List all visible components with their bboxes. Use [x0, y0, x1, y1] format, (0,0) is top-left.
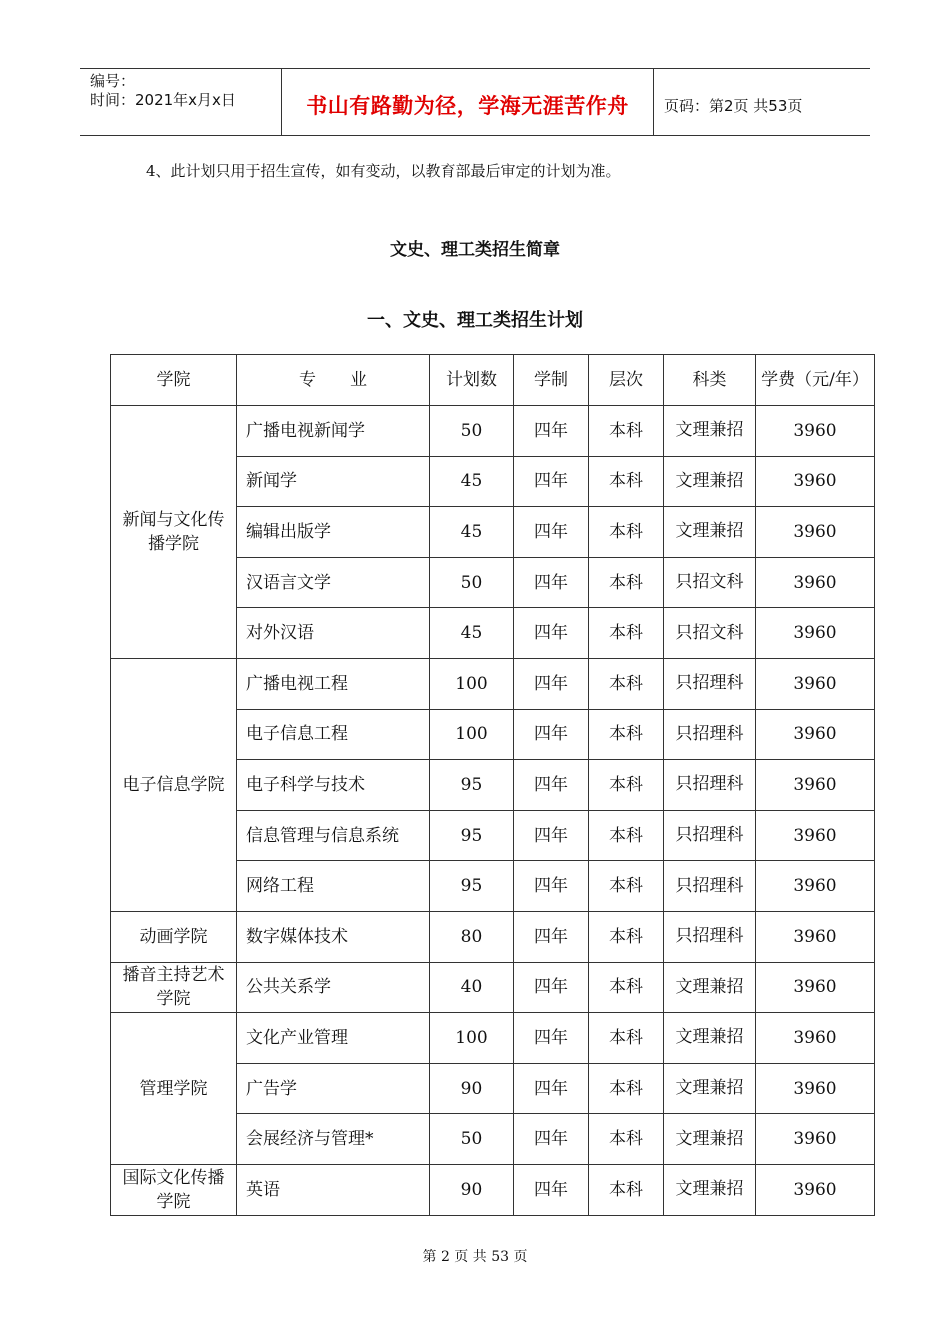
- major-cell: 新闻学: [237, 456, 430, 507]
- category-cell: 文理兼招: [664, 962, 756, 1013]
- years-cell: 四年: [514, 608, 589, 659]
- major-cell: 编辑出版学: [237, 507, 430, 558]
- category-cell: 只招理科: [664, 760, 756, 811]
- plan-cell: 100: [430, 658, 514, 709]
- college-cell: 动画学院: [111, 911, 237, 962]
- header-meta: [80, 69, 282, 135]
- fee-cell: 3960: [756, 911, 875, 962]
- major-cell: 广播电视工程: [237, 658, 430, 709]
- level-cell: 本科: [589, 810, 664, 861]
- fee-cell: 3960: [756, 507, 875, 558]
- table-header-row: [111, 355, 875, 406]
- fee-cell: 3960: [756, 709, 875, 760]
- header-level: 层次: [589, 355, 664, 406]
- category-cell: 文理兼招: [664, 1063, 756, 1114]
- years-cell: 四年: [514, 1063, 589, 1114]
- major-cell: 广告学: [237, 1063, 430, 1114]
- category-cell: 只招文科: [664, 557, 756, 608]
- years-cell: 四年: [514, 810, 589, 861]
- years-cell: 四年: [514, 406, 589, 457]
- years-cell: 四年: [514, 1013, 589, 1064]
- years-cell: 四年: [514, 861, 589, 912]
- table-row: [111, 658, 875, 709]
- level-cell: 本科: [589, 1114, 664, 1165]
- plan-cell: 90: [430, 1164, 514, 1215]
- plan-cell: 45: [430, 507, 514, 558]
- category-cell: 只招理科: [664, 658, 756, 709]
- college-cell: 电子信息学院: [111, 658, 237, 911]
- table-row: [111, 1164, 875, 1215]
- major-cell: 电子科学与技术: [237, 760, 430, 811]
- years-cell: 四年: [514, 709, 589, 760]
- level-cell: 本科: [589, 608, 664, 659]
- fee-cell: 3960: [756, 658, 875, 709]
- fee-cell: 3960: [756, 810, 875, 861]
- years-cell: 四年: [514, 760, 589, 811]
- level-cell: 本科: [589, 1013, 664, 1064]
- years-cell: 四年: [514, 911, 589, 962]
- table-row: [111, 962, 875, 1013]
- header-major: 专 业: [237, 355, 430, 406]
- category-cell: 只招理科: [664, 861, 756, 912]
- plan-cell: 50: [430, 406, 514, 457]
- fee-cell: 3960: [756, 861, 875, 912]
- level-cell: 本科: [589, 406, 664, 457]
- level-cell: 本科: [589, 911, 664, 962]
- document-title: 文史、理工类招生简章: [390, 240, 560, 260]
- level-cell: 本科: [589, 962, 664, 1013]
- major-cell: 广播电视新闻学: [237, 406, 430, 457]
- plan-cell: 95: [430, 810, 514, 861]
- major-cell: 汉语言文学: [237, 557, 430, 608]
- college-cell: 国际文化传播学院: [111, 1164, 237, 1215]
- plan-cell: 100: [430, 709, 514, 760]
- years-cell: 四年: [514, 456, 589, 507]
- section-title: 一、文史、理工类招生计划: [367, 310, 583, 331]
- fee-cell: 3960: [756, 608, 875, 659]
- header-years: 学制: [514, 355, 589, 406]
- fee-cell: 3960: [756, 557, 875, 608]
- major-cell: 会展经济与管理*: [237, 1114, 430, 1165]
- major-cell: 电子信息工程: [237, 709, 430, 760]
- years-cell: 四年: [514, 1114, 589, 1165]
- header-time-label: 时间：2021年x月x日: [90, 91, 236, 109]
- fee-cell: 3960: [756, 406, 875, 457]
- fee-cell: 3960: [756, 456, 875, 507]
- plan-cell: 90: [430, 1063, 514, 1114]
- level-cell: 本科: [589, 507, 664, 558]
- major-cell: 英语: [237, 1164, 430, 1215]
- fee-cell: 3960: [756, 962, 875, 1013]
- level-cell: 本科: [589, 861, 664, 912]
- fee-cell: 3960: [756, 1164, 875, 1215]
- level-cell: 本科: [589, 658, 664, 709]
- plan-cell: 95: [430, 861, 514, 912]
- plan-cell: 50: [430, 1114, 514, 1165]
- category-cell: 只招理科: [664, 911, 756, 962]
- fee-cell: 3960: [756, 1063, 875, 1114]
- level-cell: 本科: [589, 1164, 664, 1215]
- fee-cell: 3960: [756, 1114, 875, 1165]
- major-cell: 网络工程: [237, 861, 430, 912]
- table-row: [111, 1013, 875, 1064]
- category-cell: 文理兼招: [664, 456, 756, 507]
- header-motto: 书山有路勤为径，学海无涯苦作舟: [282, 69, 654, 135]
- major-cell: 数字媒体技术: [237, 911, 430, 962]
- fee-cell: 3960: [756, 1013, 875, 1064]
- major-cell: 对外汉语: [237, 608, 430, 659]
- major-cell: 公共关系学: [237, 962, 430, 1013]
- header-fee: 学费（元/年）: [756, 355, 875, 406]
- header-plan: 计划数: [430, 355, 514, 406]
- category-cell: 只招理科: [664, 810, 756, 861]
- years-cell: 四年: [514, 557, 589, 608]
- table-row: [111, 406, 875, 457]
- years-cell: 四年: [514, 962, 589, 1013]
- college-cell: 播音主持艺术学院: [111, 962, 237, 1013]
- category-cell: 文理兼招: [664, 1164, 756, 1215]
- level-cell: 本科: [589, 709, 664, 760]
- level-cell: 本科: [589, 1063, 664, 1114]
- category-cell: 文理兼招: [664, 1013, 756, 1064]
- header-code-label: 编号：: [90, 72, 136, 90]
- level-cell: 本科: [589, 456, 664, 507]
- college-cell: 新闻与文化传播学院: [111, 406, 237, 659]
- major-cell: 文化产业管理: [237, 1013, 430, 1064]
- plan-cell: 80: [430, 911, 514, 962]
- table-body: [111, 406, 875, 1216]
- table-row: [111, 911, 875, 962]
- category-cell: 文理兼招: [664, 507, 756, 558]
- level-cell: 本科: [589, 760, 664, 811]
- header-page-info: 页码：第2页 共53页: [664, 96, 803, 115]
- fee-cell: 3960: [756, 760, 875, 811]
- category-cell: 文理兼招: [664, 406, 756, 457]
- category-cell: 只招文科: [664, 608, 756, 659]
- enrollment-plan-table: [110, 354, 875, 1216]
- years-cell: 四年: [514, 658, 589, 709]
- category-cell: 只招理科: [664, 709, 756, 760]
- plan-cell: 50: [430, 557, 514, 608]
- major-cell: 信息管理与信息系统: [237, 810, 430, 861]
- page-header: [80, 68, 870, 136]
- level-cell: 本科: [589, 557, 664, 608]
- category-cell: 文理兼招: [664, 1114, 756, 1165]
- header-category: 科类: [664, 355, 756, 406]
- years-cell: 四年: [514, 1164, 589, 1215]
- plan-cell: 45: [430, 456, 514, 507]
- college-cell: 管理学院: [111, 1013, 237, 1165]
- header-college: 学院: [111, 355, 237, 406]
- plan-cell: 40: [430, 962, 514, 1013]
- note-text: 4、此计划只用于招生宣传，如有变动，以教育部最后审定的计划为准。: [146, 162, 621, 180]
- plan-cell: 95: [430, 760, 514, 811]
- page-footer: 第 2 页 共 53 页: [422, 1249, 528, 1265]
- plan-cell: 100: [430, 1013, 514, 1064]
- plan-cell: 45: [430, 608, 514, 659]
- years-cell: 四年: [514, 507, 589, 558]
